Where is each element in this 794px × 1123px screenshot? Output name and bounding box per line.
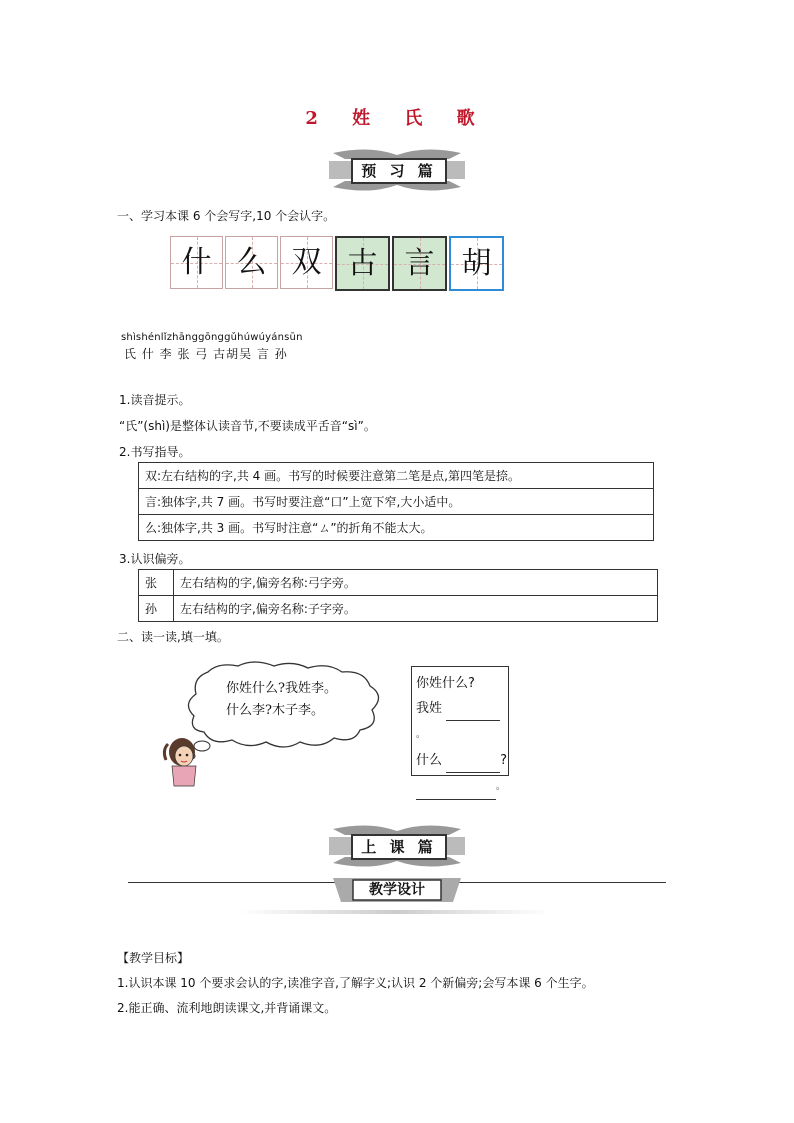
table-row: 张 左右结构的字,偏旁名称:弓字旁。 <box>139 570 658 596</box>
answer-box: 你姓什么? 我姓 。 什么 ? 。 <box>411 666 509 776</box>
table-row: 言:独体字,共 7 画。书写时要注意“口”上宽下窄,大小适中。 <box>139 489 654 515</box>
goals-title: 【教学目标】 <box>117 951 190 965</box>
radical-table <box>138 569 658 622</box>
table-row: 双:左右结构的字,共 4 画。书写的时候要注意第二笔是点,第四笔是捺。 <box>139 463 654 489</box>
writing-guide-table <box>138 462 654 541</box>
grid-cell: 么 <box>225 236 278 289</box>
pinyin-line: shìshénlǐzhānggōnggǔhúwúyánsūn <box>121 332 303 343</box>
grid-cell: 古 <box>335 236 390 291</box>
class-banner <box>329 823 465 869</box>
blank-input[interactable] <box>446 758 500 773</box>
grid-cell: 什 <box>170 236 223 289</box>
writing-guide-title: 2.书写指导。 <box>119 445 191 459</box>
lesson-title: 2 姓 氏 歌 <box>305 108 489 129</box>
goal-2: 2.能正确、流利地朗读课文,并背诵课文。 <box>117 1001 337 1015</box>
blank-input[interactable] <box>416 785 496 800</box>
recognize-chars: 氏 什 李 张 弓 古胡吴 言 孙 <box>124 347 288 361</box>
reading-tip-text: “氏”(shì)是整体认读音节,不要读成平舌音“sì”。 <box>119 419 376 433</box>
grid-cell: 胡 <box>449 236 504 291</box>
preview-banner <box>329 147 465 193</box>
goal-1: 1.认识本课 10 个要求会认的字,读准字音,了解字义;认识 2 个新偏旁;会写本课 6 个生字。 <box>117 976 594 990</box>
table-row: 么:独体字,共 3 画。书写时注意“ㄙ”的折角不能太大。 <box>139 515 654 541</box>
girl-icon <box>164 738 196 786</box>
blank-input[interactable] <box>446 706 500 721</box>
reading-tip-title: 1.读音提示。 <box>119 393 191 407</box>
section2-heading: 二、读一读,填一填。 <box>117 630 229 644</box>
table-row: 孙 左右结构的字,偏旁名称:子字旁。 <box>139 596 658 622</box>
shadow-divider <box>240 910 550 914</box>
section1-heading: 一、学习本课 6 个会写字,10 个会认字。 <box>117 209 336 223</box>
grid-cell: 言 <box>392 236 447 291</box>
writing-grid <box>170 236 506 291</box>
design-banner <box>333 874 461 900</box>
design-banner-label: 教学设计 <box>369 882 425 898</box>
bubble-text: 你姓什么?我姓李。 什么李?木子李。 <box>226 681 337 718</box>
grid-cell: 双 <box>280 236 333 289</box>
radical-title: 3.认识偏旁。 <box>119 552 191 566</box>
class-banner-label: 上 课 篇 <box>351 834 447 860</box>
preview-banner-label: 预 习 篇 <box>351 158 447 184</box>
